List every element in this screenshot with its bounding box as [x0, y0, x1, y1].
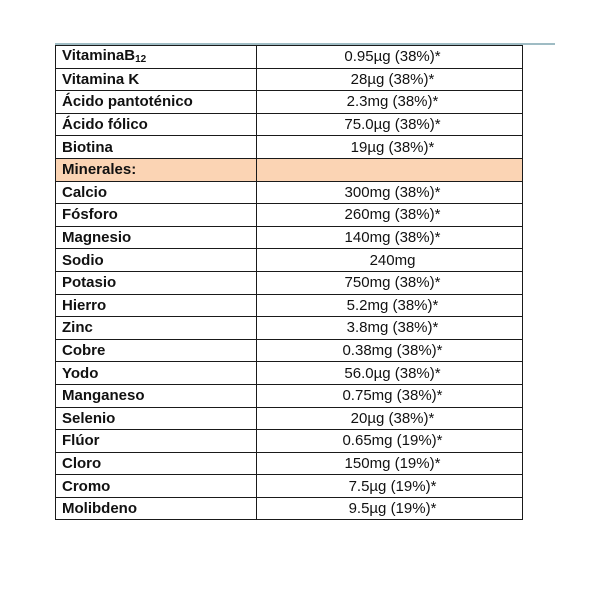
table-row: [56, 294, 523, 317]
table-row: [56, 475, 523, 498]
nutrient-name: Ácido pantoténico: [56, 91, 257, 114]
nutrient-value: 2.3mg (38%)*: [257, 91, 523, 114]
section-header: Minerales:: [56, 158, 257, 181]
nutrient-name: Calcio: [56, 181, 257, 204]
nutrient-value: 0.38mg (38%)*: [257, 339, 523, 362]
table-row: [56, 181, 523, 204]
nutrient-name: Manganeso: [56, 384, 257, 407]
table-row: [56, 249, 523, 272]
nutrient-value: 9.5µg (19%)*: [257, 497, 523, 520]
table-row: [56, 113, 523, 136]
table-row: [56, 271, 523, 294]
nutrient-value: 3.8mg (38%)*: [257, 317, 523, 340]
nutrient-value: 5.2mg (38%)*: [257, 294, 523, 317]
nutrient-value: 19µg (38%)*: [257, 136, 523, 159]
table-row: [56, 68, 523, 91]
nutrient-value: 260mg (38%)*: [257, 204, 523, 227]
table-row: [56, 317, 523, 340]
nutrient-name: Zinc: [56, 317, 257, 340]
nutrient-value: 750mg (38%)*: [257, 271, 523, 294]
nutrient-name: Cromo: [56, 475, 257, 498]
nutrient-name: Sodio: [56, 249, 257, 272]
nutrient-value: 7.5µg (19%)*: [257, 475, 523, 498]
nutrient-name: Selenio: [56, 407, 257, 430]
table-row: [56, 362, 523, 385]
nutrient-value: 20µg (38%)*: [257, 407, 523, 430]
nutrient-name-text: VitaminaB: [62, 47, 136, 65]
nutrient-value: 0.95µg (38%)*: [257, 46, 523, 69]
minerals-section-row: [56, 158, 523, 181]
table-row: [56, 452, 523, 475]
nutrient-name: Flúor: [56, 430, 257, 453]
nutrient-name: Vitamina K: [56, 68, 257, 91]
nutrient-name: Yodo: [56, 362, 257, 385]
nutrient-name: Magnesio: [56, 226, 257, 249]
nutrient-value: 0.75mg (38%)*: [257, 384, 523, 407]
nutrient-value: 75.0µg (38%)*: [257, 113, 523, 136]
nutrient-name: Fósforo: [56, 204, 257, 227]
nutrient-value: 56.0µg (38%)*: [257, 362, 523, 385]
nutrient-name: Molibdeno: [56, 497, 257, 520]
nutrient-name: Potasio: [56, 271, 257, 294]
table-row: [56, 136, 523, 159]
nutrient-name: Cloro: [56, 452, 257, 475]
nutrient-value: 240mg: [257, 249, 523, 272]
nutrient-name: Hierro: [56, 294, 257, 317]
table-row: [56, 497, 523, 520]
section-header-empty-cell: [257, 158, 523, 181]
table-row: [56, 339, 523, 362]
nutrient-name-subscript: 12: [135, 54, 147, 66]
table-row: [56, 204, 523, 227]
table-row: [56, 46, 523, 69]
table-row: [56, 384, 523, 407]
nutrient-name: Cobre: [56, 339, 257, 362]
nutrient-name: Biotina: [56, 136, 257, 159]
nutrient-name: [56, 46, 257, 69]
nutrient-name: Ácido fólico: [56, 113, 257, 136]
table-row: [56, 407, 523, 430]
nutrient-value: 0.65mg (19%)*: [257, 430, 523, 453]
table-row: [56, 430, 523, 453]
nutrient-value: 300mg (38%)*: [257, 181, 523, 204]
nutrient-value: 150mg (19%)*: [257, 452, 523, 475]
nutrition-table: [55, 45, 523, 520]
table-row: [56, 91, 523, 114]
nutrient-value: 140mg (38%)*: [257, 226, 523, 249]
nutrient-value: 28µg (38%)*: [257, 68, 523, 91]
table-row: [56, 226, 523, 249]
